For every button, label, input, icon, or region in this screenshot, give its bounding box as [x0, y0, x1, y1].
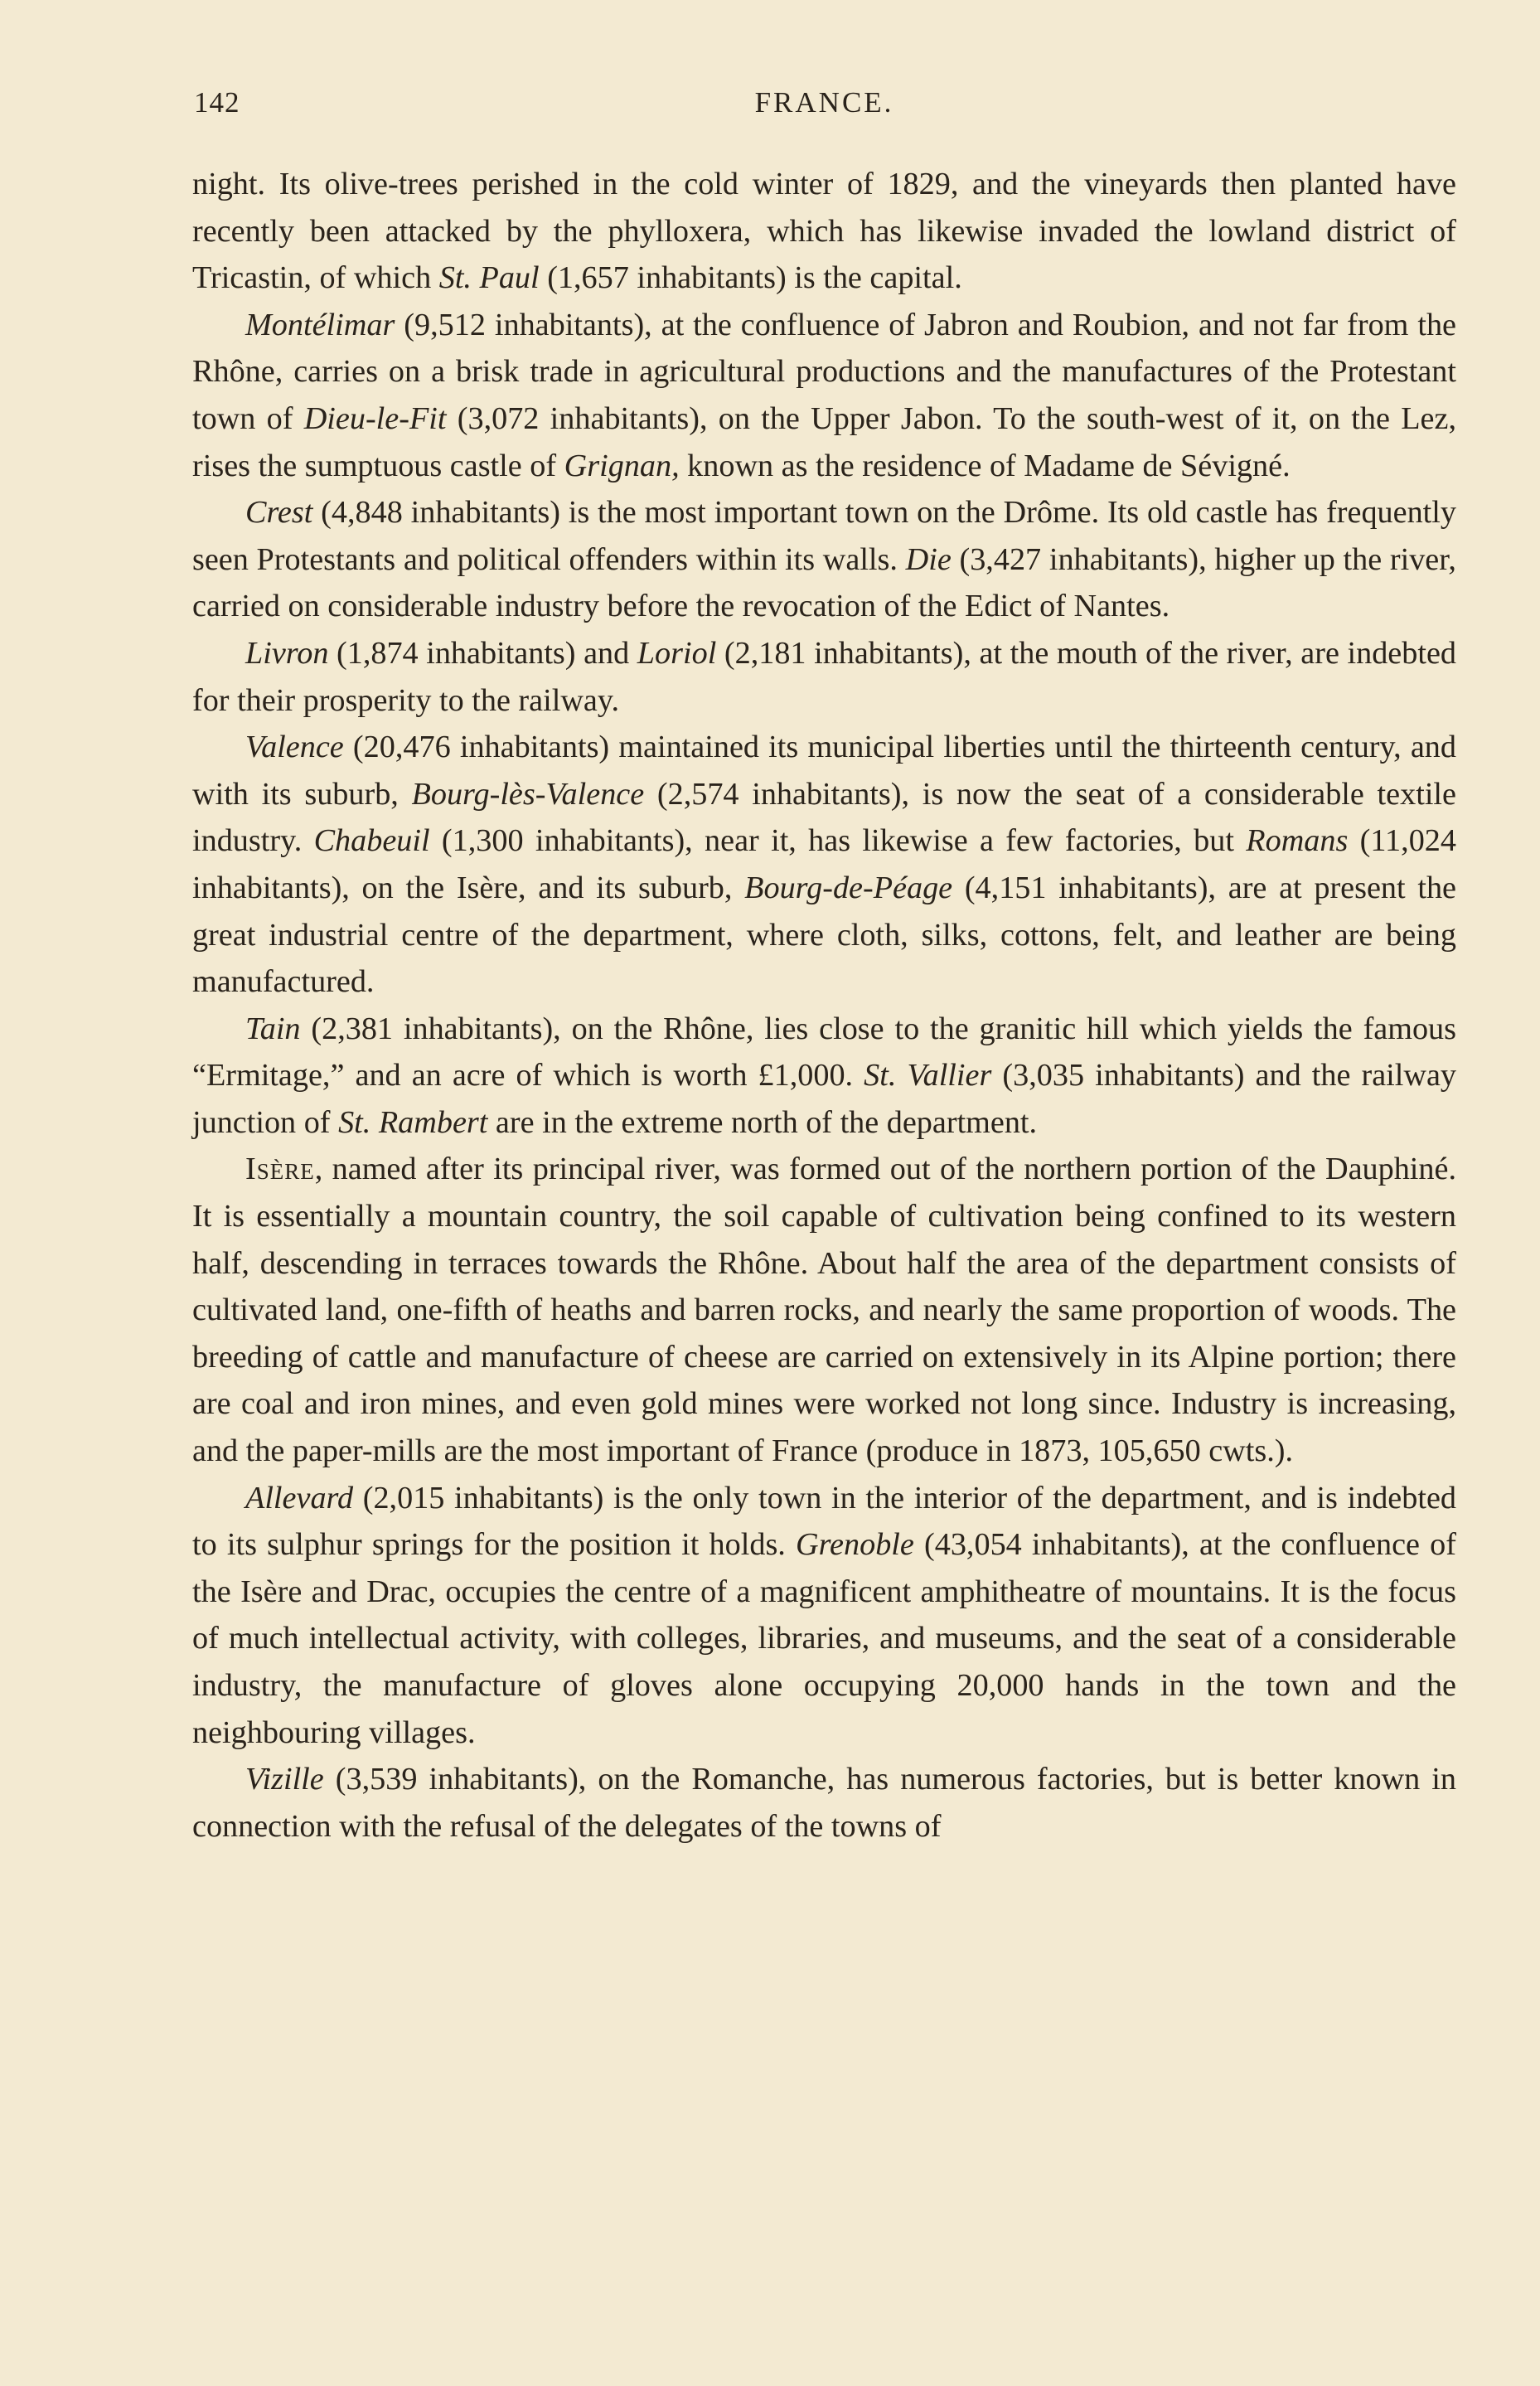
text-run: (9,512 inhabitants), at the confluence of Jabron and Roubion, and not far from the Rhône, carries on a brisk trade in agricultural productions and the manufactures of the Protestant town of: [192, 307, 1456, 436]
paragraph-allevard: [192, 1475, 1456, 1757]
text-run: (1,300 inhabitants), near it, has likewise a few factories, but: [429, 823, 1247, 859]
text-run: (2,381 inhabitants), on the Rhône, lies close to the granitic hill which yields the famous “Ermitage,” and an acre of which is worth £1,000.: [192, 1011, 1456, 1094]
text-run: (3,427 inhabitants), higher up the river, carried on considerable industry before the revocation of the Edict of Nantes.: [192, 541, 1456, 624]
text-run: (4,848 inhabitants) is the most important town on the Drôme. Its old castle has frequently seen Protestants and political offenders within its walls.: [192, 495, 1456, 577]
italic-place-name: Tain: [245, 1011, 301, 1046]
italic-place-name: Loriol: [637, 635, 717, 671]
italic-place-name: Romans: [1246, 823, 1349, 859]
italic-place-name: Bourg-de-Péage: [744, 870, 953, 905]
italic-place-name: Allevard: [245, 1480, 354, 1515]
small-caps-heading: Isère: [245, 1152, 315, 1187]
italic-place-name: Bourg-lès-Valence: [411, 776, 645, 812]
text-run: are in the extreme north of the department.: [487, 1104, 1038, 1140]
italic-place-name: Vizille: [245, 1762, 324, 1797]
page-number: 142: [194, 86, 240, 119]
running-title: FRANCE.: [754, 86, 894, 119]
text-run: (20,476 inhabitants) maintained its municipal liberties until the thirteenth century, and with its suburb,: [192, 730, 1456, 812]
italic-place-name: Chabeuil: [313, 823, 430, 859]
text-run: (1,657 inhabitants) is the capital.: [539, 260, 962, 296]
paragraph-livron: [192, 630, 1456, 724]
italic-place-name: St. Rambert: [338, 1104, 488, 1140]
paragraph-montelimar: [192, 302, 1456, 489]
text-run: (43,054 inhabitants), at the confluence of the Isère and Drac, occupies the centre of a magnificent amphitheatre of mountains. It is the focus of much intellectual activity, with colleges, libraries, and museums, and the seat of a considerable industry, the manufacture of gloves alone occupying 20,000 hands in the town and the neighbouring villages.: [192, 1527, 1456, 1750]
text-run: (1,874 inhabitants) and: [328, 635, 637, 671]
paragraph-isere: [192, 1146, 1456, 1474]
text-run: (3,035 inhabitants) and the railway junction of: [192, 1058, 1456, 1140]
italic-place-name: Livron: [245, 635, 329, 671]
text-run: (2,015 inhabitants) is the only town in the interior of the department, and is indebted to its sulphur springs for the position it holds.: [192, 1480, 1456, 1563]
italic-place-name: St. Vallier: [864, 1058, 992, 1094]
text-run: (3,539 inhabitants), on the Romanche, has numerous factories, but is better known in connection with the refusal of the delegates of the towns of: [192, 1762, 1456, 1844]
text-run: (4,151 inhabitants), are at present the great industrial centre of the department, where cloth, silks, cottons, felt, and leather are being manufactured.: [192, 870, 1457, 1000]
paragraph-vizille: [192, 1756, 1456, 1850]
italic-place-name: Grenoble: [796, 1527, 914, 1563]
text-run: (3,072 inhabitants), on the Upper Jabon. To the south-west of it, on the Lez, rises the sumptuous castle of: [192, 400, 1456, 483]
italic-place-name: Dieu-le-Fit: [303, 400, 447, 436]
text-run: night. Its olive-trees perished in the cold winter of 1829, and the vineyards then planted have recently been attacked by the phylloxera, which has likewise invaded the lowland district of Tricastin, of which: [192, 167, 1456, 296]
italic-place-name: Die: [905, 541, 952, 577]
book-page: [192, 80, 1456, 1850]
italic-place-name: Montélimar: [245, 307, 395, 342]
paragraph-crest: [192, 489, 1456, 630]
italic-place-name: Valence: [245, 730, 344, 765]
italic-place-name: Crest: [245, 495, 313, 531]
text-run: (2,574 inhabitants), is now the seat of a considerable textile industry.: [192, 776, 1456, 859]
paragraph-tain: [192, 1006, 1456, 1147]
paragraph-night: [192, 161, 1456, 302]
running-head: [192, 80, 1456, 129]
text-run: (2,181 inhabitants), at the mouth of the river, are indebted for their prosperity to the railway.: [192, 635, 1456, 718]
italic-place-name: St. Paul: [438, 260, 540, 296]
italic-place-name: Grignan,: [564, 448, 680, 483]
body-text: [192, 161, 1456, 1850]
text-run: (11,024 inhabitants), on the Isère, and its suburb,: [192, 823, 1456, 905]
text-run: , named after its principal river, was formed out of the northern portion of the Dauphiné. It is essentially a mountain country, the soil capable of cultivation being confined to its western half, descending in terraces towards the Rhône. About half the area of the department consists of cultivated land, one-fifth of heaths and barren rocks, and nearly the same proportion of woods. The breeding of cattle and manufacture of cheese are carried on extensively in its Alpine portion; there are coal and iron mines, and even gold mines were worked not long since. Industry is increasing, and the paper-mills are the most important of France (produce in 1873, 105,650 cwts.).: [192, 1152, 1456, 1469]
text-run: known as the residence of Madame de Sévigné.: [679, 448, 1291, 483]
paragraph-valence: [192, 724, 1456, 1006]
